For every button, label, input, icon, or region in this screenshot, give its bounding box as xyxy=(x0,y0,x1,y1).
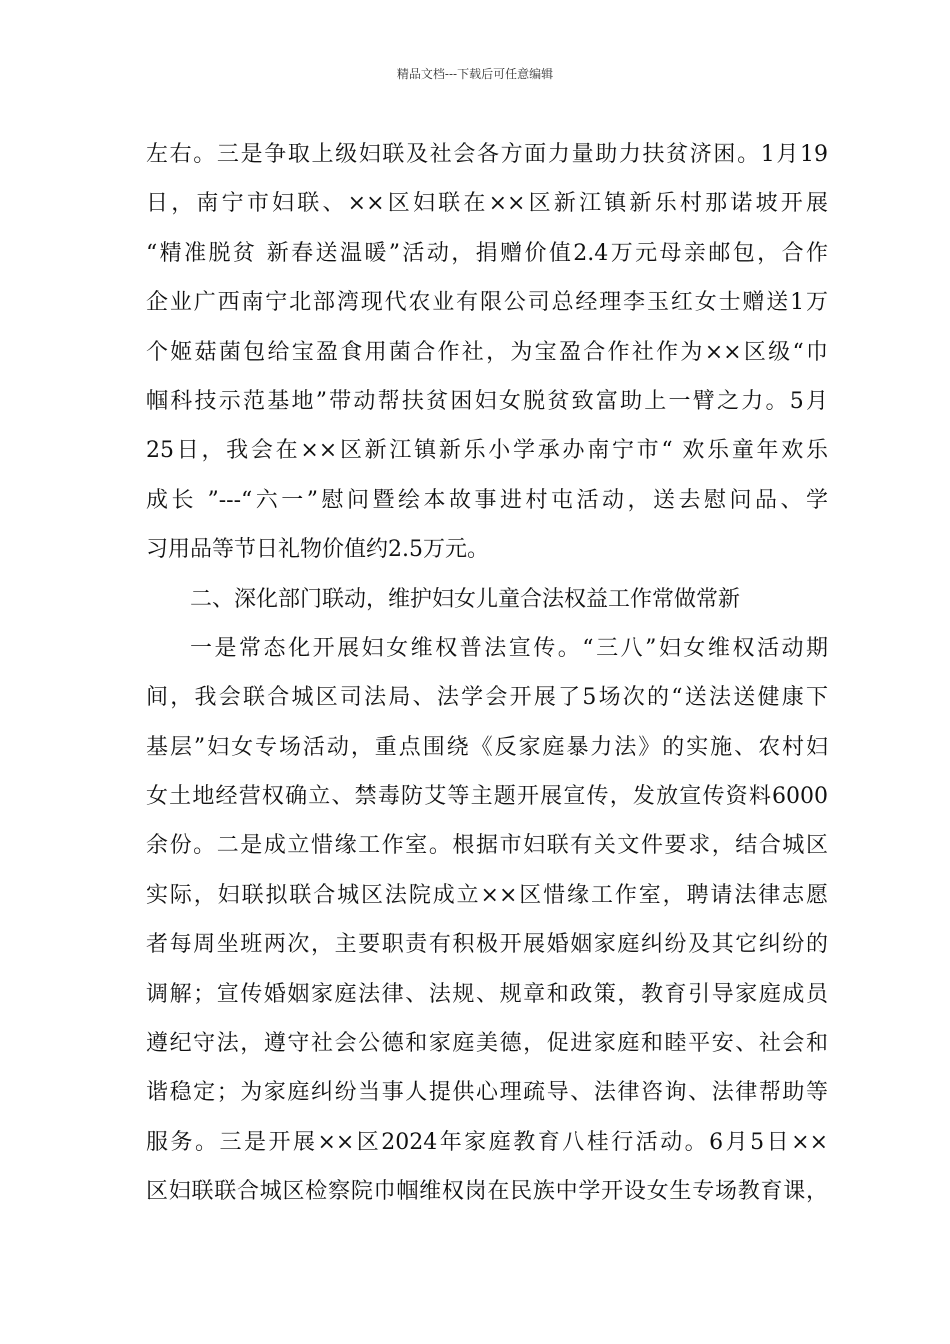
text-line: 服务。三是开展××区2024年家庭教育八桂行活动。6月5日×× xyxy=(146,1129,828,1155)
text-line: 25日，我会在××区新江镇新乐小学承办南宁市“ 欢乐童年欢乐 xyxy=(146,438,828,464)
section-heading xyxy=(146,575,828,624)
page-header: 精品文档---下载后可任意编辑 xyxy=(396,67,554,81)
text-line: 余份。二是成立惜缘工作室。根据市妇联有关文件要求，结合城区 xyxy=(146,833,828,859)
text-line: 区妇联联合城区检察院巾帼维权岗在民族中学开设女生专场教育课， xyxy=(146,1179,828,1205)
text-line: 实际，妇联拟联合城区法院成立××区惜缘工作室，聘请法律志愿 xyxy=(146,882,828,908)
text-line: 一是常态化开展妇女维权普法宣传。“三八”妇女维权活动期 xyxy=(190,635,828,661)
heading-line: 二、深化部门联动，维护妇女儿童合法权益工作常做常新 xyxy=(190,586,741,612)
text-line: 基层”妇女专场活动，重点围绕《反家庭暴力法》的实施、农村妇 xyxy=(146,734,828,760)
text-line: 成长 ”---“六一”慰问暨绘本故事进村屯活动，送去慰问品、学 xyxy=(146,487,828,513)
paragraph xyxy=(146,130,828,575)
text-line: 左右。三是争取上级妇联及社会各方面力量助力扶贫济困。1月19 xyxy=(146,142,828,167)
text-line: “精准脱贫 新春送温暖”活动，捐赠价值2.4万元母亲邮包，合作 xyxy=(146,240,828,266)
text-line: 谐稳定；为家庭纠纷当事人提供心理疏导、法律咨询、法律帮助等 xyxy=(146,1080,828,1106)
text-line: 习用品等节日礼物价值约2.5万元。 xyxy=(146,537,489,563)
text-line: 女土地经营权确立、禁毒防艾等主题开展宣传，发放宣传资料6000 xyxy=(146,784,828,810)
paragraph xyxy=(146,624,828,1217)
text-line: 调解；宣传婚姻家庭法律、法规、规章和政策，教育引导家庭成员 xyxy=(146,981,828,1007)
text-line: 遵纪守法，遵守社会公德和家庭美德，促进家庭和睦平安、社会和 xyxy=(146,1031,828,1057)
text-line: 企业广西南宁北部湾现代农业有限公司总经理李玉红女士赠送1万 xyxy=(146,290,828,316)
text-line: 个姬菇菌包给宝盈食用菌合作社，为宝盈合作社作为××区级“巾 xyxy=(146,339,828,365)
text-line: 帼科技示范基地”带动帮扶贫困妇女脱贫致富助上一臂之力。5月 xyxy=(146,388,828,414)
document-body xyxy=(146,130,828,1217)
text-line: 间，我会联合城区司法局、法学会开展了5场次的“送法送健康下 xyxy=(146,685,828,711)
text-line: 者每周坐班两次，主要职责有积极开展婚姻家庭纠纷及其它纠纷的 xyxy=(146,932,828,958)
text-line: 日，南宁市妇联、××区妇联在××区新江镇新乐村那诺坡开展 xyxy=(146,191,828,217)
